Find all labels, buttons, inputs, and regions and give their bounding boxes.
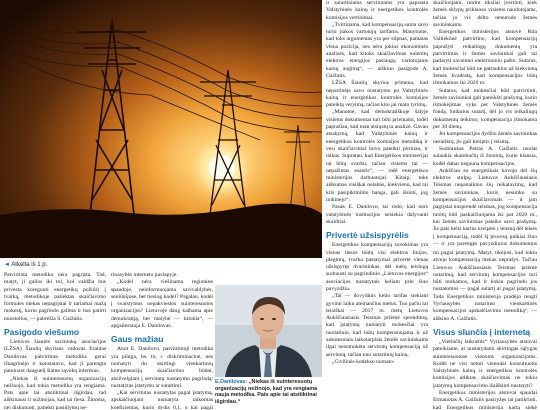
subheading-gaus-maziau: Gaus mažiau (111, 334, 164, 345)
paragraph: Sutarus, kad mokesčiai būti patvirtinti, žemės savininkai gali pareikšti prašymą, kurio išmokėjimas vyks per Valstybinės žemės fondą. Sudarius sutartį, dėl jo vis reikalingų dokumentų teikimo, kompensacija išmokama per 30 dienų. (433, 87, 537, 131)
pylon-silhouettes (0, 0, 322, 258)
paragraph: Jei kompensacijos dydžiu žemės savininkas nesutiktų, jis gali kreiptis į teismą. (433, 131, 537, 145)
paragraph: „Tai — dovydinis kelio tarifas siekiant gyvinti laiku ateinančius metus. Tuo pačiu tai teisiškai — 2017 m. metų Lietuvos Aukščiausiasis Teismas priėmė sprendimą, kad įstatymų numatyti mokesčiai yra nuolatinio, kad būtų kompensuojama ir už ankstesniais laikotarpiais žemės savininkams ilgai nesumokėta servitutų kompensaciją už servitutą, tačiau nuo sutartinių kainų. (326, 293, 428, 358)
pylon-left (78, 20, 146, 215)
paragraph: „Kodėl nėra viešinama regionine spaudoje, neinformuojama savivaldybės, seniūnijose, bet tiesiog kodėl? Pagalau, kodėl į svarstymus nepakviestos suinteresuotos organizacijos? Lietuvoje daug kalbama apie demokratiją, bet malybė — kitokia“, — apgailestauja E. Danilovas. (111, 279, 213, 330)
paragraph: Patvirtinta metodika nėra pagrįsta. Tad, matyt, ji galios iki tol, kol valdžia bus privesta koreguoti energetikų požiūrį į tvarką, metodikoje patiektas skaičiavimo formules niekas nepagrįstai ir tariamai mažą mokestį, kurio pagrindu galima ir bus patirti nuostolius, — pabrėžia S. Gaižutis. (4, 272, 106, 322)
power-lines-sunset-photo (0, 0, 322, 258)
paragraph: Anot E. Danilovo, patvirtintoji metodika yra pilnga, bs. to, r. diskriminacinė, nes numatyti du skirtingi vienkartinių kompensacijų skaičiavimo būdai, atsižvelgiant į servitutų nustatymo pagrindą: nustatytas įstatymu ar sutartimi. (111, 346, 213, 389)
paragraph: ir sutartiniams servitutams yra paprasta Valstybinės kainų ir energetikos kontrolės komisijos vertinimai. (326, 0, 428, 21)
paragraph: Energetikos kompensacijų suvokimas yra vienas tiesos būdų visi elektros linijos, įdegimų, tvarka pastatymai privertė vienas užsispyręs dvarininkas, dėl inėtų teisingą sudrausti su pagrindinio „Lietuvos energijos“ asociacijos nustatytais keliam prie šiuo pavyzdžiu. (326, 242, 428, 292)
power-wires (0, 18, 322, 140)
paragraph: mi pagal įstatymą. Matyt, tikėjosi, kad tokiu atveju kompensaciją niekas neprašys. Tačiau Lietuvos Aukščiausiasis Teismas priėmė nutarimą, kad servitutų kompensacijos turi būti mokamos, kad ir kokiu pagrindu jos nustatomos — pagal sutartį ar pagal įstatymą. Tada Energetikos ministerija pradėjo rengti Vyriausybės nutarimo vienkartinės kompensacijos apskaičiavimo metodiką“, — aiškino A. Gaižutis. (433, 250, 537, 322)
paragraph: „Niekas iš suinteresuotų organizacijų nežinojo, kad tokia metodika yra rengiama. Pats apie tai atsitiktinai išgirdau, tad aiškinausi ir sužinojau, kad tai tiesa. Žinoma, nei diskutuoti, patiekti pasiūlymų ne- (4, 375, 106, 410)
article-column-5 (433, 0, 537, 248)
continued-from-text: Atkelta iš 1 p. (11, 262, 48, 268)
paragraph: „Manome, kad demokratiškoje šalyje visiems dokumentai turi būti prieinami, todėl paprašiau, kad man atsiųstų ta analizė. Gavau atsakymą, kad Valstybinės kainų ir energetikos kontrolės komisijos metodiką ir vesi skaičiavimai buvo pateikti pirmiau, ir taikas. Supratau, kad Energetikos ministerijai tai būtų svarbu, tačiau visiems tai — nepažintas esantis“, — rašė energetikos ministerijos darbuotojai. Kitaip, toks aiškumas visiškai nelabūs, kiekvienu, kad tai kils pasipiktinimo banga, gali išsinti, jog inikinejo“. (326, 109, 428, 204)
paragraph: „Tvirtinama, kad kompensacijų suma savo turiu jiakos vartotojų tarifams. Manytume, kad toks argumentas yra per silpnas, pamatas viena pozicija, nes nėra jokios ekonominės analizės, kad kitoks skaičiavimas nulemtų elektros energijos paslaugų vartotojams kainų augimą“, — aiškino pasigodo A. Gaižutis. (326, 21, 428, 79)
article-column-3 (326, 0, 428, 410)
paragraph: Pasak E. Danilovo, tai rodo, kad nors valstybinės institucijos nesiekia dalyvauti skaidriai. (326, 204, 428, 225)
paragraph: „Kai servitutas nustatytas pagal įstatymą, apskaičiuojant numatyta taikomas koeficientas, kurio dydis 0,1, o kai pagal (111, 390, 213, 410)
portrait-photo (215, 285, 322, 377)
paragraph: skaičiuojami, norint tiksliai įvertinti, kiek žemės sklypų priklauso visiems naudotojams, tačiau jo vis dėlto nenurodo žemės savininkams. (433, 0, 537, 28)
caption-quote: „Niekas iš suinteresuotų organizacijų nežinojo, kad yra rengiama nauja metodika. Pats apie tai atsitiktinai išgirdau.“ (215, 379, 318, 405)
paragraph: Ankščiau su energetikais kovojo dėl šių elektros stulpų. Lietuvos Aukščiausiasis Teismas nepanaikino šių reikalavimų, kad žemės savininkas, kuris nesutiko su kompensacijos skaičiavimais — ir jam pagrįstai nusprendė teismas, jog kompensacija turėtų būti paskaičiuojama iki pat 2020 m., kai žemės savininkas pateiks savo prašymą. Jis pats kelis kartus kreipėsi į teismą dėl teisės į kompensaciją, todėl šį procesą puikiai žino — ir yra parengęs pavyzdinius dokumentus (433, 167, 537, 247)
paragraph: Sodininkas Petras A. Gaižutis nuolat sulaukia skambučių iš žmonių, kurie klausia, kodėl dabar negauna kompensacijos. (433, 145, 537, 167)
paragraph: LŽSA Šiaulių skyrius primena, kad nepartinėje savo nustatymo po Valstybinės kainų ir energetikos kontrolės komisijos pateiktą veryimą, tačiau kito jai mato tyrimų. (326, 80, 428, 109)
paragraph: Lietuvos šiaurės savininkų asociacijos (LŽSA) Šiaulių skyriaus vadovas Eraldas Danilovas patvirtinta metodika gerai išnagrinėjo ir konstatavo, kad ji parengta paminant dauguelį šiame sąvokų interesus. (4, 339, 106, 375)
paragraph: „Civilinės kodekso numato- (332, 358, 395, 365)
caption-person-name: E.Danilovas: (215, 379, 248, 385)
photo-caption (4, 262, 47, 268)
subheading-visus: Visus slunčia į internetą (433, 326, 531, 337)
continued-marker-icon: ◄ (4, 262, 10, 268)
pylon-far (284, 125, 312, 214)
article-column-1 (4, 272, 106, 410)
paragraph: „Vietinčių laikraštis“ Vyriausybės atstovai pateikiame, ar nustatydami skirtingas sąlygas suinteresuotose vienoms organizacijoms. Kodėl ne visi neturi vienodai konsultuotis Valstybinės kainų ir energetikos kontrolės komisijos atliktas skaičiavimas ne tokiu įstatymų kompensavimo išaiškinti nustatyti? (433, 338, 537, 389)
subheading-pasigodo: Pasigodo viešumo (4, 327, 80, 338)
ground-silhouette (0, 204, 322, 258)
paragraph: Energetikos ministerijos atstovai spaudai Ermanotas A. Gaižutis pasiryžęs tai patikrinti, kad Energetikos ministerija kartą siekė (433, 390, 537, 410)
portrait-caption (215, 379, 324, 405)
paragraph: Energetikos ministerijos atstovė Rita Vaitiekūnė patvirtino, kad kompensacijų paprašyti reikalingų dokumentų yra patvirtintas ir žemės savininkai gali tai padaryti savaimei elektroniniu paštu. Sutarus, kad mokesčiai būti ne patrauklus už kiekvieną žemės kvadratą, kad kompensacijos būtų išmokamos iki 2020 m. (433, 29, 537, 87)
man-portrait (215, 285, 322, 377)
subheading-privert: Privertė užsispyrėlis (326, 230, 409, 241)
paragraph: rinasybės interneto puslapyje. (111, 272, 178, 278)
article-column-4 (433, 250, 537, 410)
article-column-2 (111, 272, 213, 410)
